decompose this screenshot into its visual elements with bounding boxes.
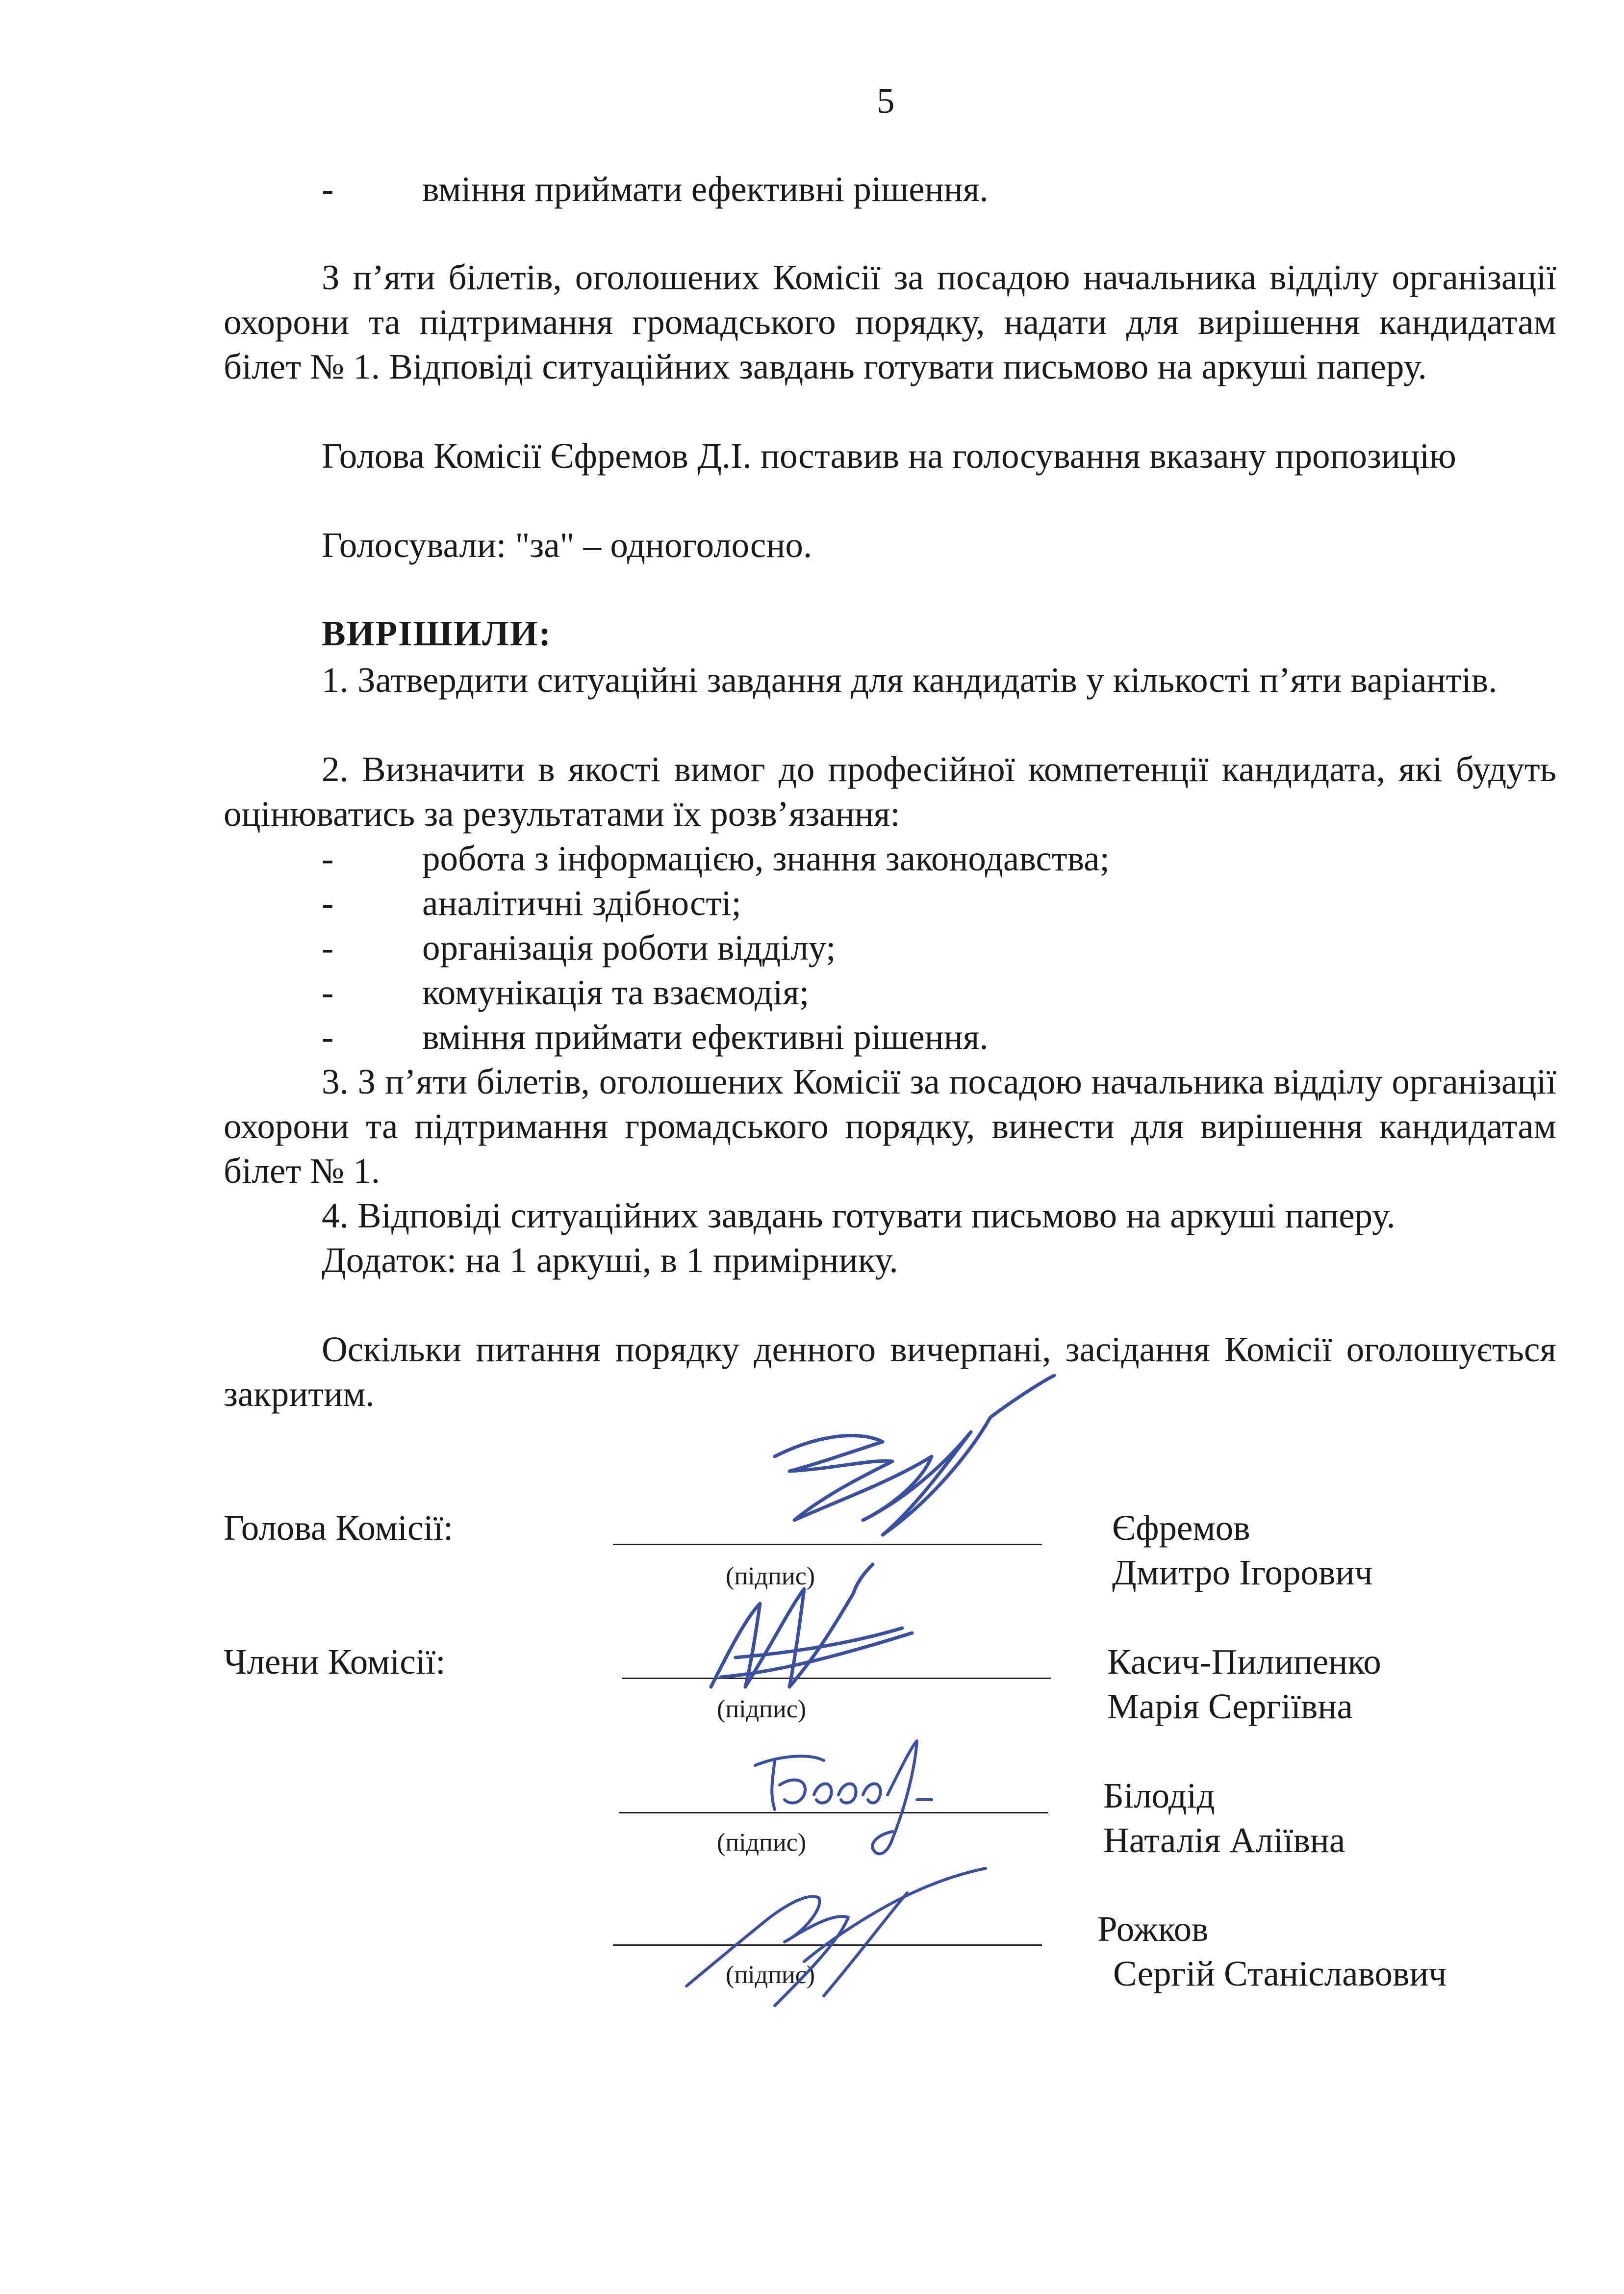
requirement-text: робота з інформацією, знання законодавства; xyxy=(422,839,1110,878)
decision-item-2: 2. Визначити в якості вимог до професійної компетенції кандидата, які будуть оцінюватись за результатами їх розв’язання: xyxy=(224,749,1556,834)
paragraph-vote-result: Голосували: "за" – одноголосно. xyxy=(322,525,812,565)
decision-item-4: 4. Відповіді ситуаційних завдань готувати письмово на аркуші паперу. xyxy=(322,1196,1396,1235)
requirement-item xyxy=(322,970,809,1015)
member-signature xyxy=(677,1863,990,2011)
chair-given-names: Дмитро Ігорович xyxy=(1112,1553,1373,1592)
list-item-text: вміння приймати ефективні рішення. xyxy=(422,169,989,209)
decision-item-1: 1. Затвердити ситуаційні завдання для кандидатів у кількості п’яти варіантів. xyxy=(322,660,1497,700)
decision-heading: ВИРІШИЛИ: xyxy=(322,613,552,653)
requirement-item xyxy=(322,881,741,925)
signature-caption: (підпис) xyxy=(717,1829,807,1857)
member-signature xyxy=(745,1726,971,1873)
member-surname: Касич-Пилипенко xyxy=(1107,1642,1381,1682)
requirement-item xyxy=(322,925,836,970)
members-role-label: Члени Комісії: xyxy=(224,1642,446,1682)
chair-signature xyxy=(765,1373,1059,1550)
member-surname: Білодід xyxy=(1103,1776,1215,1815)
signature-caption: (підпис) xyxy=(726,1961,815,1989)
requirement-item xyxy=(322,836,1110,881)
member-given-names: Сергій Станіславович xyxy=(1113,1954,1447,1993)
list-dash: - xyxy=(322,839,334,878)
list-dash: - xyxy=(322,1017,334,1057)
member-given-names: Наталія Аліївна xyxy=(1103,1820,1345,1860)
chair-surname: Єфремов xyxy=(1112,1508,1250,1548)
list-dash: - xyxy=(322,928,334,968)
chair-role-label: Голова Комісії: xyxy=(224,1508,454,1548)
closing-paragraph: Оскільки питання порядку денного вичерпані, засідання Комісії оголошується закритим. xyxy=(224,1329,1556,1414)
requirement-text: комунікація та взаємодія; xyxy=(422,972,810,1012)
signature-caption: (підпис) xyxy=(717,1695,807,1723)
paragraph-ticket-selection: З п’яти білетів, оголошених Комісії за посадою начальника відділу організації охорони та підтримання громадського порядку, надати для вирішення кандидатам білет № 1. Відповіді ситуаційних завдань готувати письмово на аркуші паперу. xyxy=(224,257,1556,386)
appendix-note: Додаток: на 1 аркуші, в 1 примірнику. xyxy=(322,1240,898,1280)
requirement-text: вміння приймати ефективні рішення. xyxy=(422,1017,989,1057)
page-number: 5 xyxy=(877,81,895,121)
requirement-text: організація роботи відділу; xyxy=(422,928,836,968)
requirement-item xyxy=(322,1015,989,1059)
list-item xyxy=(322,167,989,211)
list-dash: - xyxy=(322,972,334,1012)
list-dash: - xyxy=(322,883,334,923)
requirement-text: аналітичні здібності; xyxy=(422,883,741,923)
paragraph-vote-proposal: Голова Комісії Єфремов Д.І. поставив на голосування вказану пропозицію xyxy=(322,436,1456,476)
decision-item-3: 3. З п’яти білетів, оголошених Комісії за посадою начальника відділу організації охорони та підтримання громадського порядку, винести для вирішення кандидатам білет № 1. xyxy=(224,1062,1556,1191)
member-signature xyxy=(706,1559,922,1707)
member-given-names: Марія Сергіївна xyxy=(1107,1686,1353,1726)
signature-caption: (підпис) xyxy=(726,1562,815,1590)
member-surname: Рожков xyxy=(1097,1909,1209,1949)
list-dash: - xyxy=(322,169,334,209)
